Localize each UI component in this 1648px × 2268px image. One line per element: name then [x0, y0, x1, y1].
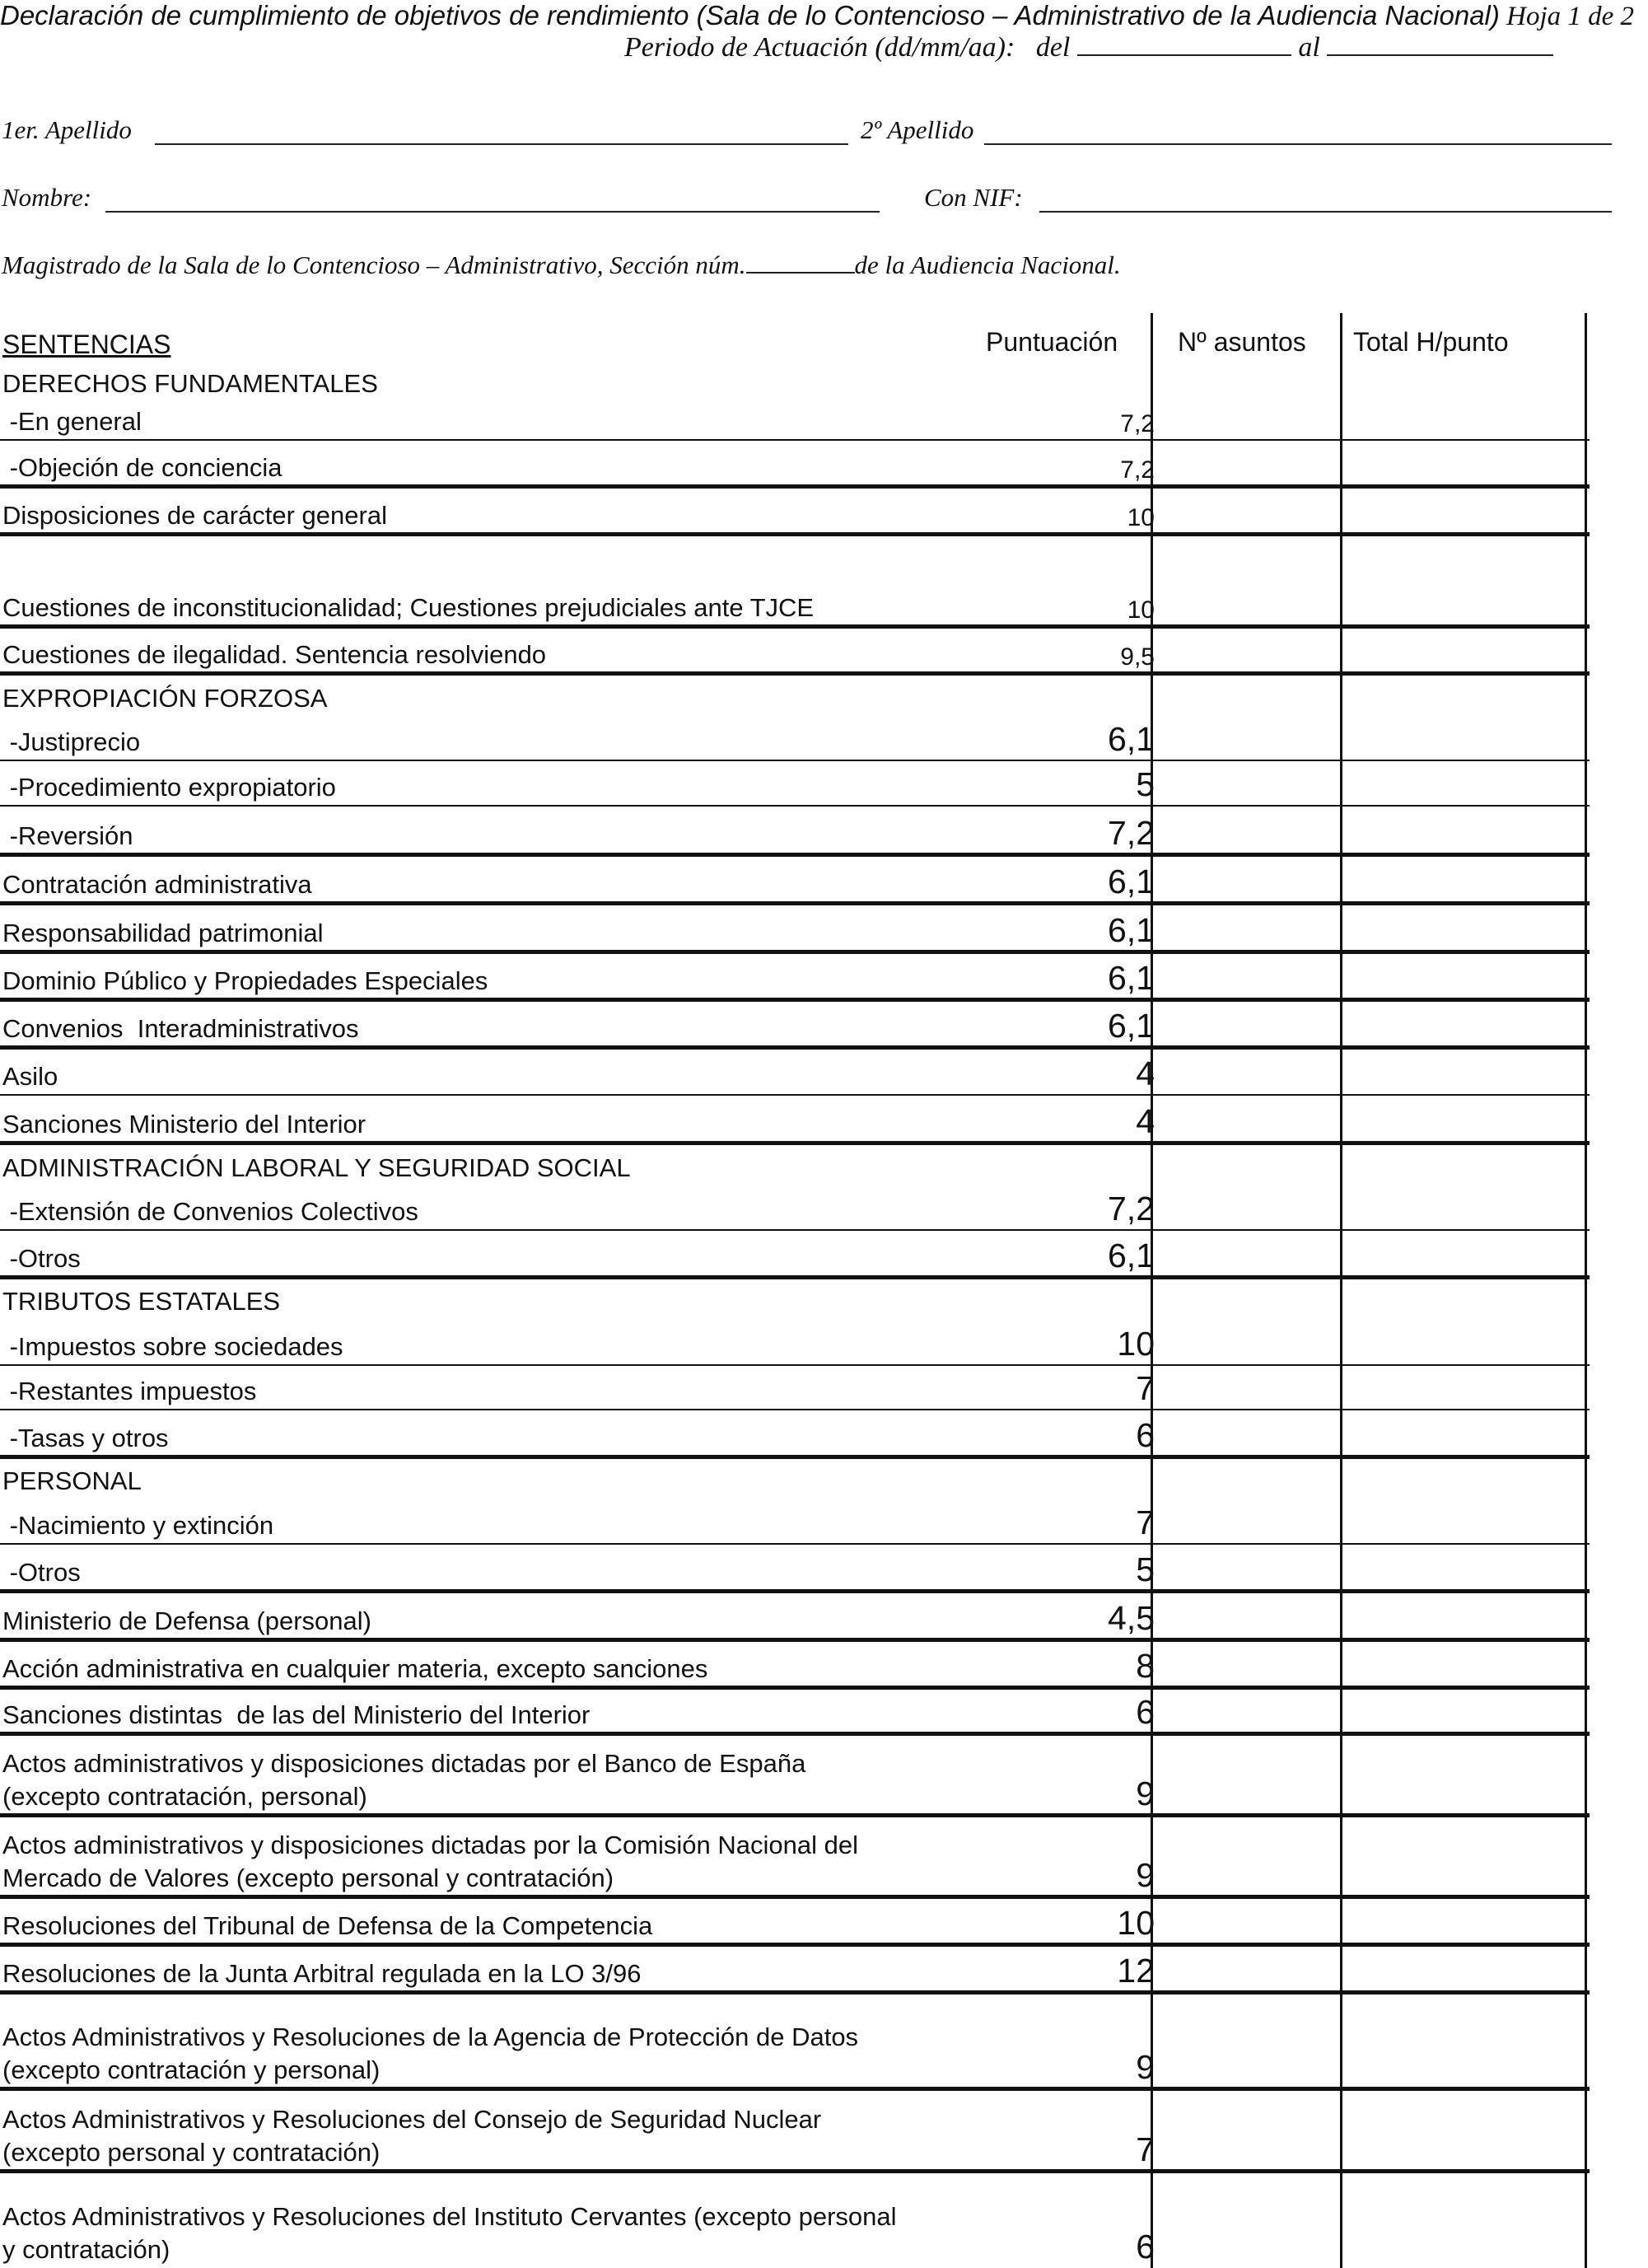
row-score: 6 — [1136, 1693, 1155, 1731]
table-row — [0, 1095, 1590, 1143]
total-cell[interactable] — [1342, 1457, 1583, 1499]
table-row — [0, 760, 1590, 806]
total-cell[interactable] — [1342, 1896, 1583, 1944]
total-cell[interactable] — [1342, 1365, 1583, 1410]
row-label: DERECHOS FUNDAMENTALES — [2, 369, 378, 398]
row-label: Disposiciones de carácter general — [2, 501, 387, 530]
asuntos-cell[interactable] — [1153, 1591, 1338, 1639]
row-label: EXPROPIACIÓN FORZOSA — [2, 684, 328, 713]
row-score: 6,1 — [1108, 1237, 1155, 1274]
column-header-asuntos: Nº asuntos — [1178, 327, 1306, 357]
seccion-field[interactable] — [746, 252, 855, 274]
row-score: 5 — [1136, 765, 1155, 803]
total-cell[interactable] — [1342, 486, 1583, 534]
total-cell[interactable] — [1342, 760, 1583, 806]
row-label: -En general — [2, 407, 142, 436]
period-del-label: del — [1035, 32, 1071, 63]
table-row — [0, 1815, 1590, 1896]
total-cell[interactable] — [1342, 1277, 1583, 1320]
row-label: Ministerio de Defensa (personal) — [2, 1606, 371, 1635]
total-cell[interactable] — [1342, 402, 1583, 440]
asuntos-cell[interactable] — [1153, 1143, 1338, 1186]
table-row — [0, 999, 1590, 1047]
row-label: -Otros — [2, 1558, 81, 1587]
table-row — [0, 1320, 1590, 1365]
row-label: Resoluciones del Tribunal de Defensa de la Competencia — [2, 1911, 653, 1940]
asuntos-cell[interactable] — [1153, 1687, 1338, 1733]
row-score: 7 — [1136, 2130, 1155, 2168]
row-score: 6,1 — [1108, 911, 1155, 949]
total-cell[interactable] — [1342, 1499, 1583, 1544]
row-score: 5 — [1136, 1550, 1155, 1588]
nif-field[interactable] — [1039, 211, 1612, 213]
asuntos-cell[interactable] — [1153, 2088, 1338, 2171]
document-title — [0, 0, 1634, 32]
asuntos-cell[interactable] — [1153, 717, 1338, 760]
row-score: 10 — [1127, 504, 1155, 531]
asuntos-cell[interactable] — [1153, 486, 1338, 534]
asuntos-cell[interactable] — [1153, 2171, 1338, 2268]
asuntos-cell[interactable] — [1153, 1499, 1338, 1544]
asuntos-cell[interactable] — [1153, 760, 1338, 806]
asuntos-cell[interactable] — [1153, 1277, 1338, 1320]
total-cell[interactable] — [1342, 1944, 1583, 1992]
total-cell[interactable] — [1342, 2088, 1583, 2171]
table-row — [0, 1047, 1590, 1095]
table-row — [0, 1230, 1590, 1277]
total-cell[interactable] — [1342, 1591, 1583, 1639]
row-score: 7 — [1136, 1369, 1155, 1407]
row-label: Asilo — [2, 1062, 58, 1091]
asuntos-cell[interactable] — [1153, 626, 1338, 673]
row-score: 7,2 — [1120, 456, 1155, 484]
row-score: 6 — [1136, 2228, 1155, 2266]
asuntos-cell[interactable] — [1153, 1944, 1338, 1992]
total-cell[interactable] — [1342, 806, 1583, 854]
page-indicator: Hoja 1 de 2 — [1506, 2, 1635, 31]
table-row — [0, 1591, 1590, 1639]
asuntos-cell[interactable] — [1153, 402, 1338, 440]
row-score: 9 — [1136, 2048, 1155, 2086]
asuntos-cell[interactable] — [1153, 1992, 1338, 2088]
asuntos-cell[interactable] — [1153, 440, 1338, 486]
row-label: Convenios Interadministrativos — [2, 1014, 359, 1043]
total-cell[interactable] — [1342, 1320, 1583, 1365]
row-label: -Objeción de conciencia — [2, 453, 282, 482]
row-label: ADMINISTRACIÓN LABORAL Y SEGURIDAD SOCIAL — [2, 1153, 631, 1182]
magistrado-line — [2, 250, 1121, 280]
total-cell[interactable] — [1342, 1230, 1583, 1277]
row-label: PERSONAL — [2, 1466, 142, 1495]
total-cell[interactable] — [1342, 440, 1583, 486]
table-row — [0, 1733, 1590, 1815]
table-row — [0, 806, 1590, 854]
section-row — [0, 1277, 1590, 1320]
total-cell[interactable] — [1342, 1639, 1583, 1687]
table-row — [0, 1639, 1590, 1687]
total-cell[interactable] — [1342, 1143, 1583, 1186]
total-cell[interactable] — [1342, 1687, 1583, 1733]
asuntos-cell[interactable] — [1153, 1365, 1338, 1410]
row-score: 9 — [1136, 1775, 1155, 1812]
apellido1-label: 1er. Apellido — [2, 115, 132, 144]
row-score: 9 — [1136, 1856, 1155, 1894]
row-label: -Nacimiento y extinción — [2, 1511, 274, 1540]
row-score: 10 — [1127, 596, 1155, 624]
asuntos-cell[interactable] — [1153, 1639, 1338, 1687]
row-label: Cuestiones de ilegalidad. Sentencia resolviendo — [2, 640, 547, 669]
asuntos-cell[interactable] — [1153, 1186, 1338, 1230]
row-score: 4 — [1136, 1055, 1155, 1092]
total-cell[interactable] — [1342, 2171, 1583, 2268]
row-label: Acción administrativa en cualquier materia, excepto sanciones — [2, 1654, 708, 1683]
row-label: Actos administrativos y disposiciones dictadas por la Comisión Nacional del Mercado de Valores (excepto personal y contratación) — [2, 1831, 858, 1892]
row-label: Responsabilidad patrimonial — [2, 919, 324, 947]
row-label: Contratación administrativa — [2, 870, 312, 899]
table-row — [0, 626, 1590, 673]
row-label: -Restantes impuestos — [2, 1377, 257, 1405]
total-cell[interactable] — [1342, 1815, 1583, 1896]
row-label: -Reversión — [2, 821, 133, 850]
magistrado-text: Magistrado de la Sala de lo Contencioso – Administrativo, Sección núm. — [2, 250, 746, 279]
row-label: -Extensión de Convenios Colectivos — [2, 1197, 418, 1226]
asuntos-cell[interactable] — [1153, 1896, 1338, 1944]
row-score: 8 — [1136, 1647, 1155, 1685]
period-to-field[interactable] — [1327, 31, 1553, 56]
magistrado-suffix: de la Audiencia Nacional. — [854, 250, 1121, 279]
asuntos-cell[interactable] — [1153, 903, 1338, 952]
asuntos-cell[interactable] — [1153, 952, 1338, 999]
apellido2-label: 2º Apellido — [861, 115, 974, 144]
section-row — [0, 673, 1590, 717]
total-cell[interactable] — [1342, 673, 1583, 717]
period-from-field[interactable] — [1077, 31, 1291, 56]
asuntos-cell[interactable] — [1153, 1815, 1338, 1896]
column-header-sentencias: SENTENCIAS — [2, 330, 171, 359]
table-row — [0, 534, 1590, 626]
asuntos-cell[interactable] — [1153, 1544, 1338, 1591]
table-row — [0, 440, 1590, 486]
title-text: Declaración de cumplimiento de objetivos de rendimiento (Sala de lo Contencioso – Administrativo de la Audiencia Nacional) — [0, 0, 1500, 30]
nif-label: Con NIF: — [924, 183, 1023, 212]
total-cell[interactable] — [1342, 1992, 1583, 2088]
sentencias-table — [0, 313, 1590, 2268]
row-score: 10 — [1117, 1904, 1155, 1942]
total-cell[interactable] — [1342, 1095, 1583, 1143]
asuntos-cell[interactable] — [1153, 999, 1338, 1047]
table-row — [0, 486, 1590, 534]
nombre-field[interactable] — [105, 211, 880, 213]
row-score: 6,1 — [1108, 959, 1155, 997]
period-al-label: al — [1298, 32, 1320, 63]
column-header-puntuacion: Puntuación — [986, 327, 1118, 357]
row-score: 6,1 — [1108, 1007, 1155, 1045]
table-row — [0, 1687, 1590, 1733]
total-cell[interactable] — [1342, 1047, 1583, 1095]
apellido1-field[interactable] — [155, 143, 848, 145]
asuntos-cell[interactable] — [1153, 806, 1338, 854]
total-cell[interactable] — [1342, 1186, 1583, 1230]
row-label: Actos Administrativos y Resoluciones del Consejo de Seguridad Nuclear (excepto personal y contratación) — [2, 2105, 822, 2167]
row-score: 6,1 — [1108, 863, 1155, 900]
asuntos-cell[interactable] — [1153, 1320, 1338, 1365]
section-row — [0, 362, 1590, 402]
row-label: Sanciones Ministerio del Interior — [2, 1110, 366, 1139]
row-score: 6,1 — [1108, 720, 1155, 758]
asuntos-cell[interactable] — [1153, 362, 1338, 402]
row-label: Sanciones distintas de las del Ministerio del Interior — [2, 1700, 591, 1729]
table-row — [0, 903, 1590, 952]
table-row — [0, 1544, 1590, 1591]
section-row — [0, 1143, 1590, 1186]
table-row — [0, 1992, 1590, 2088]
asuntos-cell[interactable] — [1153, 1230, 1338, 1277]
row-label: -Tasas y otros — [2, 1424, 169, 1452]
table-row — [0, 1944, 1590, 1992]
row-score: 4 — [1136, 1102, 1155, 1140]
apellido2-field[interactable] — [984, 143, 1612, 145]
asuntos-cell[interactable] — [1153, 673, 1338, 717]
row-label: TRIBUTOS ESTATALES — [2, 1287, 281, 1316]
row-label: Actos Administrativos y Resoluciones del Instituto Cervantes (excepto personal y contratación) — [2, 2202, 897, 2264]
table-row — [0, 2088, 1590, 2171]
period-label: Periodo de Actuación (dd/mm/aa): — [624, 32, 1015, 63]
total-cell[interactable] — [1342, 854, 1583, 903]
asuntos-cell[interactable] — [1153, 1457, 1338, 1499]
row-label: Resoluciones de la Junta Arbitral regulada en la LO 3/96 — [2, 1959, 642, 1988]
table-row — [0, 952, 1590, 999]
table-row — [0, 1365, 1590, 1410]
asuntos-cell[interactable] — [1153, 1047, 1338, 1095]
row-score: 7,2 — [1108, 814, 1155, 852]
asuntos-cell[interactable] — [1153, 1733, 1338, 1815]
row-label: Cuestiones de inconstitucionalidad; Cuestiones prejudiciales ante TJCE — [2, 593, 815, 622]
section-row — [0, 1457, 1590, 1499]
row-label: Dominio Público y Propiedades Especiales — [2, 966, 488, 995]
table-row — [0, 854, 1590, 903]
total-cell[interactable] — [1342, 1733, 1583, 1815]
row-label: -Otros — [2, 1244, 81, 1273]
row-score: 10 — [1117, 1325, 1155, 1363]
total-cell[interactable] — [1342, 534, 1583, 626]
asuntos-cell[interactable] — [1153, 534, 1338, 626]
row-label: -Procedimiento expropiatorio — [2, 773, 336, 802]
row-label: -Justiprecio — [2, 727, 141, 756]
asuntos-cell[interactable] — [1153, 1095, 1338, 1143]
table-row — [0, 402, 1590, 440]
row-label: Actos Administrativos y Resoluciones de la Agencia de Protección de Datos (excepto contratación y personal) — [2, 2022, 859, 2084]
total-cell[interactable] — [1342, 362, 1583, 402]
period-line — [624, 31, 1553, 63]
table-row — [0, 1410, 1590, 1457]
row-score: 6 — [1136, 1416, 1155, 1454]
nombre-label: Nombre: — [2, 183, 92, 212]
table-row — [0, 1896, 1590, 1944]
table-header — [0, 313, 1590, 362]
total-cell[interactable] — [1342, 903, 1583, 952]
row-score: 9,5 — [1120, 643, 1155, 671]
total-cell[interactable] — [1342, 717, 1583, 760]
row-label: Actos administrativos y disposiciones dictadas por el Banco de España (excepto contratación, personal) — [2, 1749, 806, 1811]
table-row — [0, 2171, 1590, 2268]
asuntos-cell[interactable] — [1153, 1410, 1338, 1457]
table-row — [0, 1186, 1590, 1230]
row-label: -Impuestos sobre sociedades — [2, 1332, 343, 1361]
asuntos-cell[interactable] — [1153, 854, 1338, 903]
total-cell[interactable] — [1342, 1544, 1583, 1591]
total-cell[interactable] — [1342, 1410, 1583, 1457]
row-score: 12 — [1117, 1952, 1155, 1990]
row-score: 7,2 — [1120, 410, 1155, 437]
row-score: 7 — [1136, 1503, 1155, 1541]
column-header-total: Total H/punto — [1353, 327, 1509, 357]
row-score: 4,5 — [1108, 1599, 1155, 1637]
total-cell[interactable] — [1342, 952, 1583, 999]
total-cell[interactable] — [1342, 999, 1583, 1047]
table-row — [0, 717, 1590, 760]
table-row — [0, 1499, 1590, 1544]
total-cell[interactable] — [1342, 626, 1583, 673]
row-score: 7,2 — [1108, 1190, 1155, 1228]
